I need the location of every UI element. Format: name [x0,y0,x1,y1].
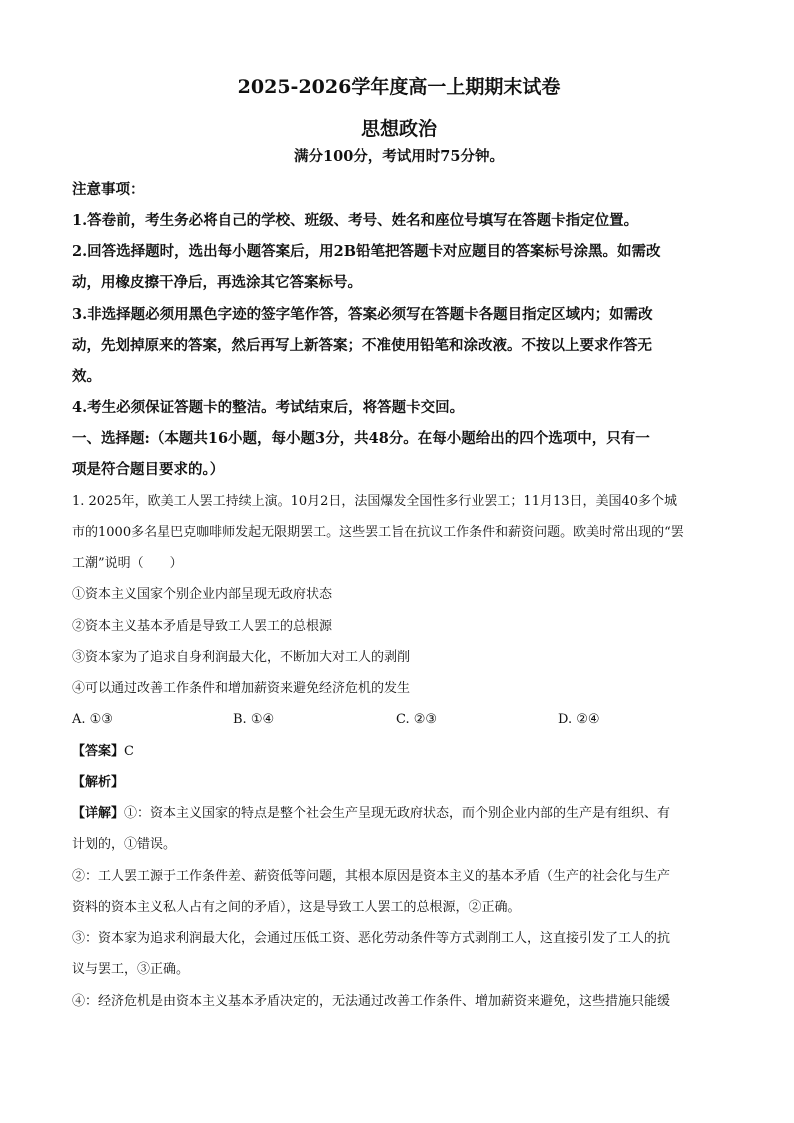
section-heading: 项是符合题目要求的。） [72,461,225,478]
exam-meta: 满分100分，考试用时75分钟。 [294,148,504,165]
question-stem: 工潮”说明（ ） [72,556,183,571]
statement-item: ③资本家为了追求自身利润最大化，不断加大对工人的剥削 [72,650,411,665]
notice-line: 效。 [72,368,101,385]
exam-title: 2025-2026学年度高一上期期末试卷 [237,76,561,98]
detail-line [72,804,726,824]
statement-item: ④可以通过改善工作条件和增加薪资来避免经济危机的发生 [72,681,411,696]
option-a: A. ①③ [72,712,113,727]
option-c: C. ②③ [396,712,438,727]
detail-line: ②：工人罢工源于工作条件差、薪资低等问题，其根本原因是资本主义的基本矛盾（生产的社会化与生产 [72,869,671,884]
detail-line: 计划的，①错误。 [72,837,177,852]
detail-line: ④：经济危机是由资本主义基本矛盾决定的，无法通过改善工作条件、增加薪资来避免，这些措施只能缓 [72,994,671,1009]
notice-line: 动，先划掉原来的答案，然后再写上新答案；不准使用铅笔和涂改液。不按以上要求作答无 [72,337,652,354]
answer-line [72,742,726,762]
statement-item: ②资本主义基本矛盾是导致工人罢工的总根源 [72,619,333,634]
question-stem: 市的1000多名星巴克咖啡师发起无限期罢工。这些罢工旨在抗议工作条件和薪资问题。欧美时常出现的“罢 [72,525,684,540]
detail-line: 资料的资本主义私人占有之间的矛盾），这是导致工人罢工的总根源，②正确。 [72,900,521,915]
section-heading: 一、选择题:（本题共16小题，每小题3分，共48分。在每小题给出的四个选项中，只有一 [72,430,650,447]
analysis-line [72,773,726,793]
notice-line: 1.答卷前，考生务必将自己的学校、班级、考号、姓名和座位号填写在答题卡指定位置。 [72,212,639,229]
subject-title: 思想政治 [360,118,437,140]
detail-line: 议与罢工，③正确。 [72,962,190,977]
notice-heading: 注意事项： [72,181,145,198]
analysis-tag: 【解析】 [72,775,125,790]
notice-line: 3.非选择题必须用黑色字迹的签字笔作答，答案必须写在答题卡各题目指定区域内；如需改 [72,306,653,323]
notice-line: 动，用橡皮擦干净后，再选涂其它答案标号。 [72,274,362,291]
answer-value: C [124,744,134,759]
option-b: B. ①④ [233,712,275,727]
statement-item: ①资本主义国家个别企业内部呈现无政府状态 [72,587,333,602]
detail-text: ①：资本主义国家的特点是整个社会生产呈现无政府状态，而个别企业内部的生产是有组织、有 [124,806,671,821]
option-d: D. ②④ [558,712,600,727]
detail-tag: 【详解】 [72,806,125,821]
answer-tag: 【答案】 [72,744,125,759]
detail-line: ③：资本家为追求利润最大化，会通过压低工资、恶化劳动条件等方式剥削工人，这直接引发了工人的抗 [72,931,671,946]
question-stem: 1. 2025年，欧美工人罢工持续上演。10月2日，法国爆发全国性多行业罢工；11月13日，美国40多个城 [72,494,678,509]
notice-line: 2.回答选择题时，选出每小题答案后，用2B铅笔把答题卡对应题目的答案标号涂黑。如需改 [72,243,661,260]
notice-line: 4.考生必须保证答题卡的整洁。考试结束后，将答题卡交回。 [72,399,465,416]
